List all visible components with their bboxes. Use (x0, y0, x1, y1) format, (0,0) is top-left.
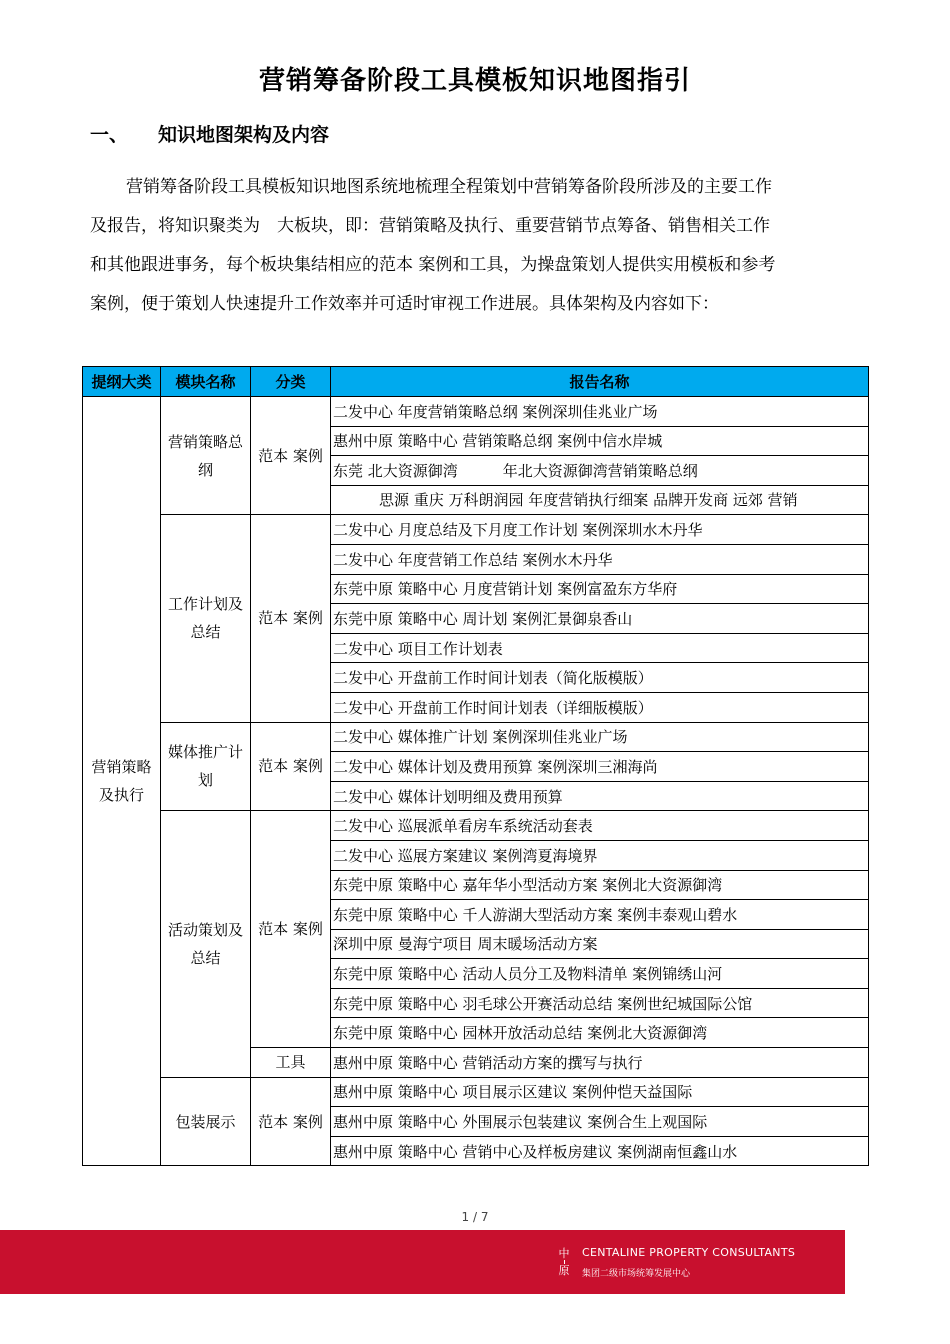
report-cell: 惠州中原 策略中心 项目展示区建议 案例仲恺天益国际 (331, 1077, 869, 1107)
table-row (83, 1077, 869, 1107)
header-type: 分类 (251, 367, 331, 397)
report-cell: 东莞中原 策略中心 千人游湖大型活动方案 案例丰泰观山碧水 (331, 900, 869, 930)
table-header-row (83, 367, 869, 397)
module-cell: 工作计划及总结 (161, 515, 251, 722)
header-report: 报告名称 (331, 367, 869, 397)
report-cell: 二发中心 媒体计划明细及费用预算 (331, 781, 869, 811)
report-cell: 二发中心 月度总结及下月度工作计划 案例深圳水木丹华 (331, 515, 869, 545)
logo-glyph: 中 (558, 1247, 570, 1260)
report-cell: 二发中心 开盘前工作时间计划表（详细版模版） (331, 692, 869, 722)
table-row (83, 397, 869, 427)
type-cell: 范本 案例 (251, 722, 331, 811)
report-cell: 思源 重庆 万科朗润园 年度营销执行细案 品牌开发商 远郊 营销 (331, 485, 869, 515)
module-cell: 媒体推广计划 (161, 722, 251, 811)
report-cell: 二发中心 项目工作计划表 (331, 633, 869, 663)
report-cell: 惠州中原 策略中心 营销策略总纲 案例中信水岸城 (331, 426, 869, 456)
intro-line: 及报告，将知识聚类为 大板块，即：营销策略及执行、重要营销节点筹备、销售相关工作 (90, 216, 770, 236)
footer-bar (0, 1230, 845, 1294)
footer-company-cn: 集团二级市场统筹发展中心 (582, 1269, 691, 1279)
report-cell: 东莞中原 策略中心 周计划 案例汇景御泉香山 (331, 604, 869, 634)
report-cell: 二发中心 年度营销工作总结 案例水木丹华 (331, 544, 869, 574)
report-cell: 惠州中原 策略中心 营销活动方案的撰写与执行 (331, 1048, 869, 1078)
header-category: 提纲大类 (83, 367, 161, 397)
page-number: 1 / 7 (461, 1210, 489, 1224)
module-cell: 营销策略总纲 (161, 397, 251, 515)
intro-line: 案例，便于策划人快速提升工作效率并可适时审视工作进展。具体架构及内容如下： (90, 294, 719, 314)
report-cell: 东莞中原 策略中心 羽毛球公开赛活动总结 案例世纪城国际公馆 (331, 988, 869, 1018)
table-row (83, 811, 869, 841)
report-cell: 东莞 北大资源御湾 年北大资源御湾营销策略总纲 (331, 456, 869, 486)
report-cell: 东莞中原 策略中心 月度营销计划 案例富盈东方华府 (331, 574, 869, 604)
category-cell: 营销策略及执行 (83, 397, 161, 1166)
page-title: 营销筹备阶段工具模板知识地图指引 (258, 66, 691, 96)
report-cell: 二发中心 巡展派单看房车系统活动套表 (331, 811, 869, 841)
report-cell: 东莞中原 策略中心 园林开放活动总结 案例北大资源御湾 (331, 1018, 869, 1048)
footer-company-en: CENTALINE PROPERTY CONSULTANTS (582, 1246, 796, 1259)
report-cell: 惠州中原 策略中心 营销中心及样板房建议 案例湖南恒鑫山水 (331, 1136, 869, 1166)
type-cell: 范本 案例 (251, 811, 331, 1048)
report-cell: 惠州中原 策略中心 外围展示包装建议 案例合生上观国际 (331, 1107, 869, 1137)
report-cell: 深圳中原 曼海宁项目 周末暖场活动方案 (331, 929, 869, 959)
report-cell: 二发中心 媒体计划及费用预算 案例深圳三湘海尚 (331, 752, 869, 782)
report-cell: 二发中心 开盘前工作时间计划表（简化版模版） (331, 663, 869, 693)
type-cell: 范本 案例 (251, 1077, 331, 1166)
section-heading (90, 120, 329, 147)
table-row (83, 515, 869, 545)
report-cell: 二发中心 媒体推广计划 案例深圳佳兆业广场 (331, 722, 869, 752)
report-cell: 东莞中原 策略中心 活动人员分工及物料清单 案例锦绣山河 (331, 959, 869, 989)
header-module: 模块名称 (161, 367, 251, 397)
type-cell: 范本 案例 (251, 397, 331, 515)
logo-glyph: 原 (558, 1264, 570, 1277)
module-cell: 活动策划及总结 (161, 811, 251, 1077)
intro-line: 营销筹备阶段工具模板知识地图系统地梳理全程策划中营销筹备阶段所涉及的主要工作 (126, 177, 772, 197)
type-cell: 范本 案例 (251, 515, 331, 722)
section-title: 知识地图架构及内容 (158, 124, 330, 146)
knowledge-map-table (82, 366, 869, 1166)
centaline-logo-icon (553, 1244, 575, 1280)
report-cell: 东莞中原 策略中心 嘉年华小型活动方案 案例北大资源御湾 (331, 870, 869, 900)
table-row (83, 722, 869, 752)
module-cell: 包装展示 (161, 1077, 251, 1166)
report-cell: 二发中心 年度营销策略总纲 案例深圳佳兆业广场 (331, 397, 869, 427)
intro-paragraph (90, 168, 862, 324)
section-number: 一、 (90, 124, 129, 146)
intro-line: 和其他跟进事务，每个板块集结相应的范本 案例和工具，为操盘策划人提供实用模板和参考 (90, 255, 776, 275)
report-cell: 二发中心 巡展方案建议 案例湾夏海境界 (331, 840, 869, 870)
type-cell: 工具 (251, 1048, 331, 1078)
